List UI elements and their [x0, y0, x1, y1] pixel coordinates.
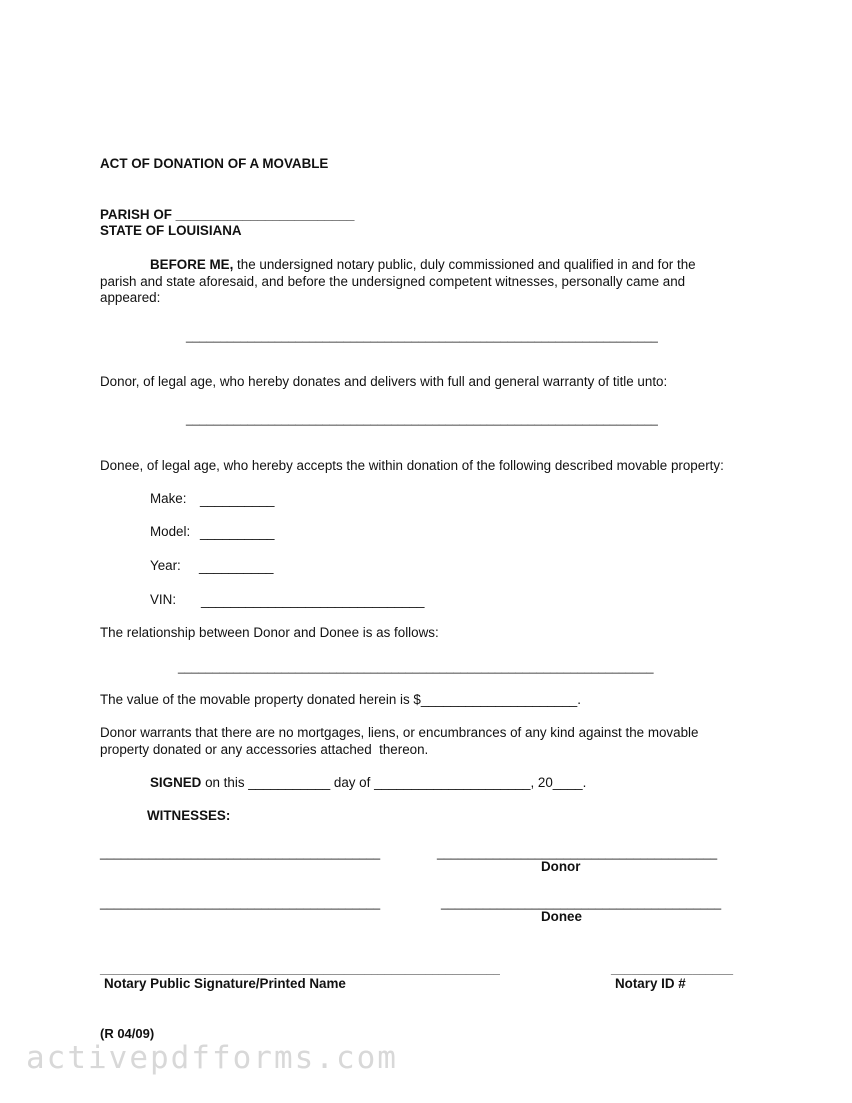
- year-blank[interactable]: __________: [199, 559, 274, 574]
- make-blank[interactable]: __________: [200, 492, 275, 507]
- donee-signature-blank[interactable]: ________________________________________: [441, 896, 722, 910]
- witnesses-label: WITNESSES:: [147, 808, 231, 823]
- year-label: Year:: [150, 558, 181, 573]
- model-blank[interactable]: __________: [200, 525, 275, 540]
- before-me-line-2: parish and state aforesaid, and before the undersigned competent witnesses, personally came and: [100, 274, 686, 289]
- signed-bold: SIGNED: [150, 775, 202, 790]
- vin-blank[interactable]: ______________________________: [201, 593, 425, 608]
- donee-name-blank[interactable]: _____________________________________________________________________: [186, 412, 658, 426]
- signed-date-blanks[interactable]: on this ___________ day of _____________________, 20____.: [201, 775, 587, 790]
- make-label: Make:: [150, 491, 187, 506]
- revision-code: (R 04/09): [100, 1026, 155, 1041]
- before-me-line-3: appeared:: [100, 290, 161, 305]
- before-me-line-1: [150, 256, 696, 273]
- warranty-line-1: Donor warrants that there are no mortgages, liens, or encumbrances of any kind against the movable: [100, 725, 699, 740]
- vin-label: VIN:: [150, 592, 177, 607]
- document-title: ACT OF DONATION OF A MOVABLE: [100, 156, 329, 171]
- relationship-text: The relationship between Donor and Donee is as follows:: [100, 625, 439, 640]
- relationship-blank[interactable]: _____________________________________________________________________: [178, 660, 654, 674]
- donee-signature-label: Donee: [541, 909, 582, 924]
- signed-line: [150, 774, 586, 791]
- parish-label: PARISH OF: [100, 207, 172, 222]
- model-label: Model:: [150, 524, 191, 539]
- notary-id-label: Notary ID #: [615, 976, 686, 991]
- notary-id-blank[interactable]: __________________: [611, 962, 734, 976]
- donor-signature-blank[interactable]: ________________________________________: [437, 846, 718, 860]
- warranty-line-2: property donated or any accessories attached thereon.: [100, 742, 429, 757]
- notary-signature-blank[interactable]: ___________________________________________________________: [100, 962, 500, 976]
- before-me-bold: BEFORE ME,: [150, 257, 234, 272]
- parish-blank[interactable]: ________________________: [175, 207, 355, 222]
- donor-name-blank[interactable]: _____________________________________________________________________: [186, 329, 658, 343]
- donor-clause: Donor, of legal age, who hereby donates and delivers with full and general warranty of title unto:: [100, 374, 668, 389]
- value-text[interactable]: The value of the movable property donated herein is $_____________________.: [100, 692, 581, 707]
- witness-1-blank[interactable]: ________________________________________: [100, 846, 381, 860]
- notary-signature-label: Notary Public Signature/Printed Name: [104, 976, 346, 991]
- before-me-text: the undersigned notary public, duly commissioned and qualified in and for the: [233, 257, 696, 272]
- donor-signature-label: Donor: [541, 859, 581, 874]
- state-line: STATE OF LOUISIANA: [100, 223, 242, 238]
- witness-2-blank[interactable]: ________________________________________: [100, 896, 381, 910]
- parish-line: [100, 206, 354, 223]
- watermark-logo: activepdfforms.com: [26, 1040, 398, 1076]
- donee-clause: Donee, of legal age, who hereby accepts the within donation of the following described movable property:: [100, 458, 724, 473]
